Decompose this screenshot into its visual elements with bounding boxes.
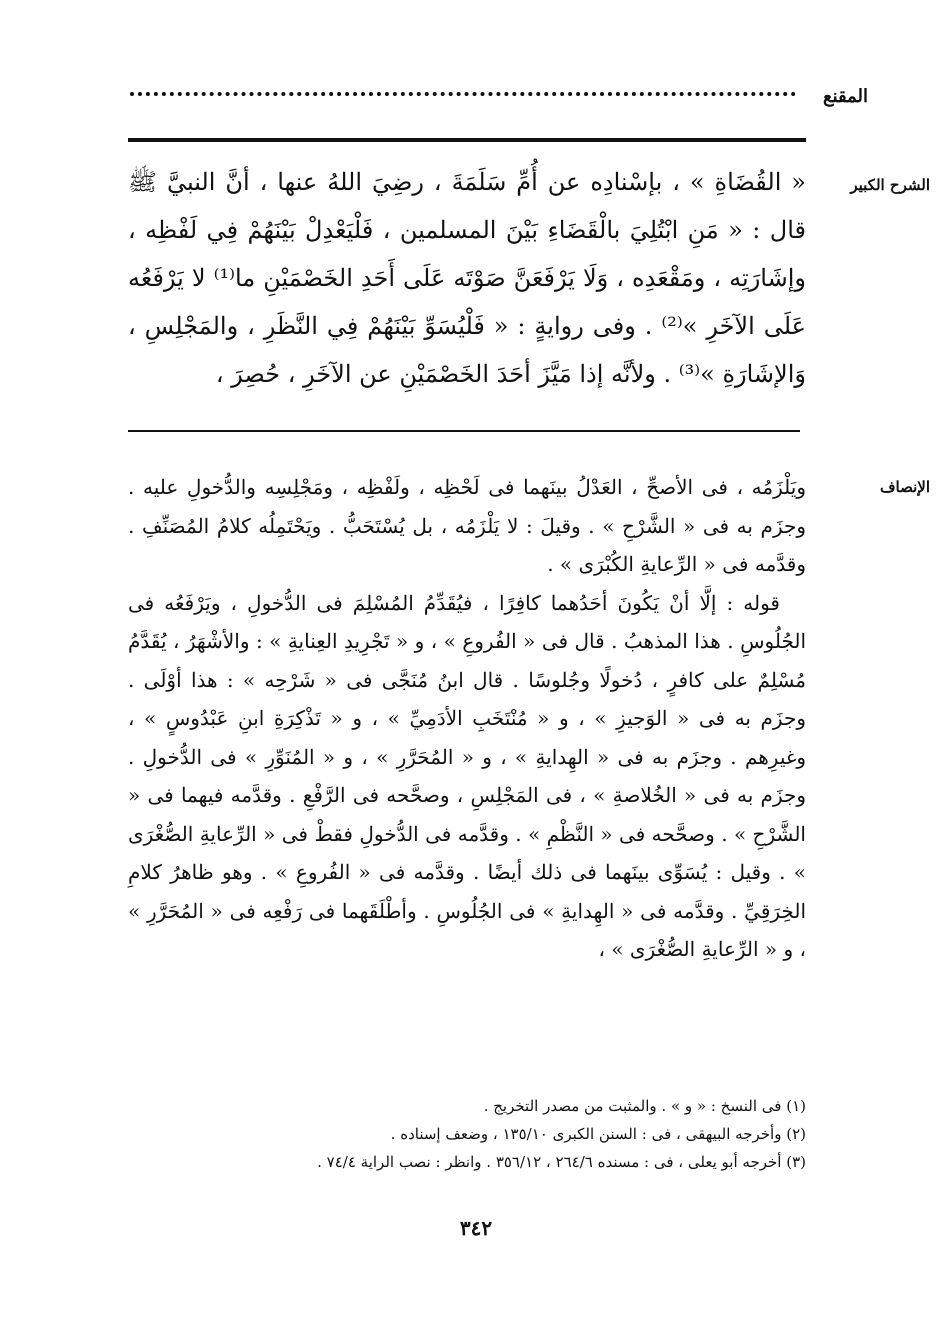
running-head: [128, 86, 868, 126]
insaf-text: [128, 468, 806, 969]
running-title: المقنع: [822, 86, 868, 107]
section-divider: [128, 430, 800, 432]
footnotes: [140, 1092, 806, 1176]
dotted-leader: [130, 92, 796, 96]
page-number: ٣٤٢: [459, 1216, 493, 1240]
insaf-label: الإنصاف: [879, 478, 930, 496]
footnote-2: (٢) وأخرجه البيهقى ، فى : السنن الكبرى ١٣٥/١٠ ، وضعف إسناده .: [390, 1125, 806, 1143]
sharh-text: « القُضَاةِ » ، بإسْنادِه عن أُمِّ سَلَمَةَ ، رضِيَ اللهُ عنها ، أنَّ النبيَّ ﷺ قال : « مَنِ ابْتُلِيَ بالْقَضَاءِ بَيْنَ المسلمين ، فَلْيَعْدِلْ بَيْنَهُمْ فِي لَفْظِه ، وإشَارَتِه ، ومَقْعَدِه ، وَلَا يَرْفَعَنَّ صَوْتَه عَلَى أَحَدِ الخَصْمَيْنِ ما⁽¹⁾ لا يَرْفَعُه عَلَى الآخَرِ »⁽²⁾ . وفى روايةٍ : « فَلْيُسَوِّ بَيْنَهُمْ فِي النَّظَرِ ، والمَجْلِسِ ، وَالإشَارَةِ »⁽³⁾ . ولأنَّه إذا مَيَّزَ أحَدَ الخَصْمَيْنِ عن الآخَرِ ، حُصِرَ ،: [128, 168, 806, 388]
footnote-3: (٣) أخرجه أبو يعلى ، فى : مسنده ٢٦٤/٦ ، ٣٥٦/١٢ . وانظر : نصب الراية ٧٤/٤ .: [317, 1153, 806, 1171]
sharh-label: الشرح الكبير: [850, 176, 930, 194]
footnote-1: (١) فى النسخ : « و » . والمثبت من مصدر التخريج .: [483, 1097, 806, 1115]
header-rule: [128, 138, 806, 142]
insaf-paragraph-1: ويَلْزَمُه ، فى الأصحِّ ، العَدْلُ بينَهما فى لَحْظِه ، ولَفْظِه ، ومَجْلِسِه والدُّخولِ عليه . وجزَم به فى « الشَّرْحِ » . وقيلَ : لا يَلْزَمُه ، بل يُسْتَحَبُّ . ويَحْتَمِلُه كلامُ المُصَنِّفِ . وقدَّمه فى « الرِّعايةِ الكُبْرَى » .: [128, 475, 806, 576]
insaf-paragraph-2: قوله : إلَّا أنْ يَكُونَ أحَدُهما كافِرًا ، فيُقَدِّمُ المُسْلِمَ فى الدُّخولِ ، ويَرْفَعُه فى الجُلُوسِ . هذا المذهبُ . قال فى « الفُروعِ » ، و « تَجْرِيدِ العِنايةِ » : والأشْهَرُ ، يُقَدَّمُ مُسْلِمٌ على كافرٍ ، دُخولًا وجُلوسًا . قال ابنُ مُنَجَّى فى « شَرْحِه » : هذا أوْلَى . وجزَم به فى « الوَجيزِ » ، و « مُنْتَخَبِ الأدَمِيِّ » ، و « تَذْكِرَةِ ابنِ عَبْدُوسٍ » ، وغيرِهم . وجزَم به فى « الهِدايةِ » ، و « المُحَرَّرِ » ، و « المُنَوِّرِ » فى الدُّخولِ . وجزَم به فى « الخُلاصةِ » ، فى المَجْلِسِ ، وصحَّحه فى الرَّفْعِ . وقدَّمه فيهما فى « الشَّرْحِ » . وصحَّحه فى « النَّظْمِ » . وقدَّمه فى الدُّخولِ فقطْ فى « الرِّعايةِ الصُّغْرَى » . وقيل : يُسَوِّى بينَهما فى ذلك أيضًا . وقدَّمه فى « الفُروعِ » . وهو ظاهرُ كلامِ الخِرَقِيِّ . وقدَّمه فى « الهِدايةِ » فى الجُلُوسِ . وأطْلَقَهما فى رَفْعِه فى « المُحَرَّرِ » ، و « الرِّعايةِ الصُّغْرَى » ،: [128, 590, 806, 961]
